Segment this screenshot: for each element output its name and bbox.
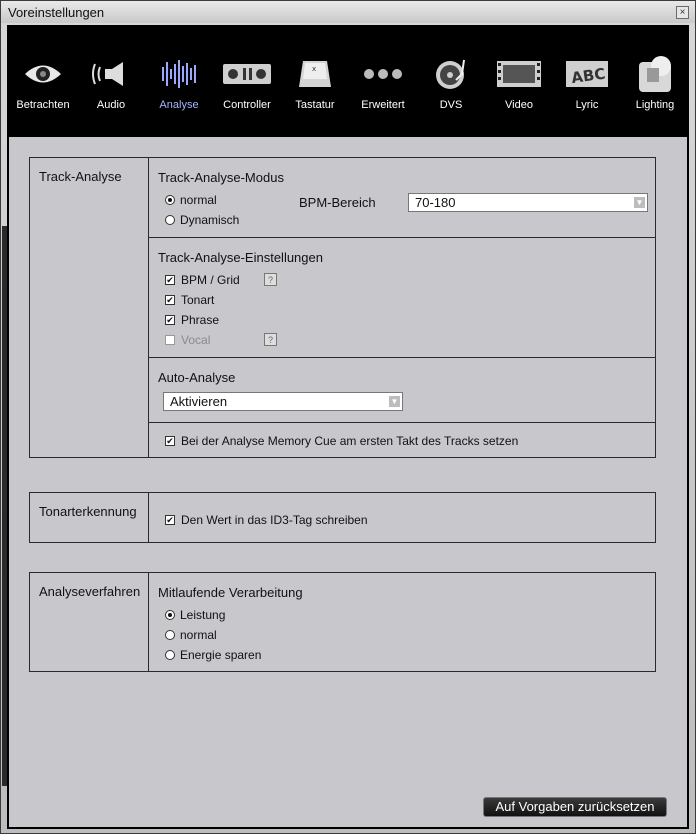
checkbox[interactable]: ✔ <box>166 436 174 446</box>
option-label: BPM / Grid <box>181 273 240 287</box>
window-title: Voreinstellungen <box>8 5 105 20</box>
tab-erweitert[interactable] <box>349 27 417 137</box>
eye-icon <box>9 57 77 91</box>
option-label: Bei der Analyse Memory Cue am ersten Takt des Tracks setzen <box>181 434 519 448</box>
abc-icon <box>553 57 621 91</box>
section-label: Analyseverfahren <box>30 573 149 671</box>
radio-normal-processing[interactable] <box>165 628 217 642</box>
select-value: Aktivieren <box>170 394 228 409</box>
dots-icon <box>349 57 417 91</box>
checkbox-phrase[interactable] <box>165 313 219 327</box>
radio-leistung[interactable] <box>165 608 225 622</box>
chevron-down-icon: ▼ <box>635 198 644 207</box>
moving-head-icon <box>621 57 689 91</box>
option-label: Tonart <box>181 293 215 307</box>
svg-text:x: x <box>312 65 317 73</box>
processing-row <box>149 573 655 671</box>
tab-lighting[interactable] <box>621 27 689 137</box>
tab-label: Video <box>505 99 533 111</box>
row-title: Track-Analyse-Einstellungen <box>158 250 323 265</box>
tab-label: Analyse <box>159 99 199 111</box>
tab-lyric[interactable] <box>553 27 621 137</box>
row-title: Auto-Analyse <box>158 370 236 385</box>
checkbox[interactable]: ✔ <box>166 315 174 325</box>
tab-label: Betrachten <box>16 99 70 111</box>
id3-row <box>149 493 655 542</box>
svg-text:ABC: ABC <box>570 64 607 88</box>
tab-label: Lyric <box>575 99 599 111</box>
tab-label: DVS <box>439 99 463 111</box>
checkbox[interactable]: ✔ <box>166 275 174 285</box>
option-label: Den Wert in das ID3-Tag schreiben <box>181 513 368 527</box>
chevron-down-icon: ▼ <box>390 397 399 406</box>
tab-label: Lighting <box>635 99 675 111</box>
radio-button[interactable] <box>165 630 175 640</box>
analyseverfahren-section <box>29 572 656 672</box>
tab-betrachten[interactable] <box>9 27 77 137</box>
preferences-toolbar <box>9 27 689 137</box>
checkbox-vocal[interactable] <box>165 333 210 347</box>
radio-button[interactable] <box>165 215 175 225</box>
row-title: Track-Analyse-Modus <box>158 170 284 185</box>
tab-label: Audio <box>96 99 126 111</box>
tab-tastatur[interactable] <box>281 27 349 137</box>
tab-label: Erweitert <box>361 99 405 111</box>
waveform-icon <box>145 57 213 91</box>
help-icon[interactable]: ? <box>264 333 277 346</box>
tab-label: Controller <box>223 99 271 111</box>
checkbox-id3-tag[interactable] <box>165 513 368 527</box>
radio-normal[interactable] <box>165 193 217 207</box>
checkbox[interactable]: ✔ <box>166 295 174 305</box>
radio-button[interactable] <box>165 195 175 205</box>
option-label: Phrase <box>181 313 220 327</box>
track-analyse-section <box>29 157 656 458</box>
radio-energie-sparen[interactable] <box>165 648 261 662</box>
auto-analyse-row <box>149 358 655 423</box>
title-bar[interactable] <box>1 1 695 23</box>
option-label: Leistung <box>180 608 226 622</box>
bpm-range-select[interactable] <box>408 193 648 212</box>
radio-button[interactable] <box>165 610 175 620</box>
option-label: Dynamisch <box>180 213 240 227</box>
turntable-icon <box>417 57 485 91</box>
close-button[interactable]: × <box>676 6 689 19</box>
film-icon <box>485 57 553 91</box>
checkbox[interactable]: ✔ <box>166 515 174 525</box>
radio-button[interactable] <box>165 650 175 660</box>
track-analyse-settings-row <box>149 238 655 358</box>
help-icon[interactable]: ? <box>264 273 277 286</box>
analyse-settings-panel <box>9 137 687 827</box>
option-label: normal <box>180 193 217 207</box>
checkbox[interactable] <box>165 335 175 345</box>
controller-icon <box>213 57 281 91</box>
tonarterkennung-section <box>29 492 656 543</box>
checkbox-memory-cue[interactable] <box>165 434 518 448</box>
reset-defaults-button[interactable]: Auf Vorgaben zurücksetzen <box>483 797 667 817</box>
tab-dvs[interactable] <box>417 27 485 137</box>
tab-label: Tastatur <box>295 99 335 111</box>
bpm-range-label: BPM-Bereich <box>299 195 376 210</box>
speaker-icon <box>77 57 145 91</box>
auto-analyse-select[interactable] <box>163 392 403 411</box>
row-title: Mitlaufende Verarbeitung <box>158 585 303 600</box>
track-analyse-mode-row <box>149 158 655 238</box>
checkbox-bpm-grid[interactable] <box>165 273 240 287</box>
memory-cue-row <box>149 423 655 457</box>
option-label: Energie sparen <box>180 648 262 662</box>
section-label: Track-Analyse <box>30 158 149 457</box>
keyboard-icon <box>281 57 349 91</box>
option-label: Vocal <box>181 333 211 347</box>
checkbox-tonart[interactable] <box>165 293 214 307</box>
option-label: normal <box>180 628 217 642</box>
tab-analyse[interactable] <box>145 27 213 137</box>
select-value: 70-180 <box>415 195 456 210</box>
tab-controller[interactable] <box>213 27 281 137</box>
section-label: Tonarterkennung <box>30 493 149 542</box>
tab-video[interactable] <box>485 27 553 137</box>
tab-audio[interactable] <box>77 27 145 137</box>
radio-dynamisch[interactable] <box>165 213 239 227</box>
